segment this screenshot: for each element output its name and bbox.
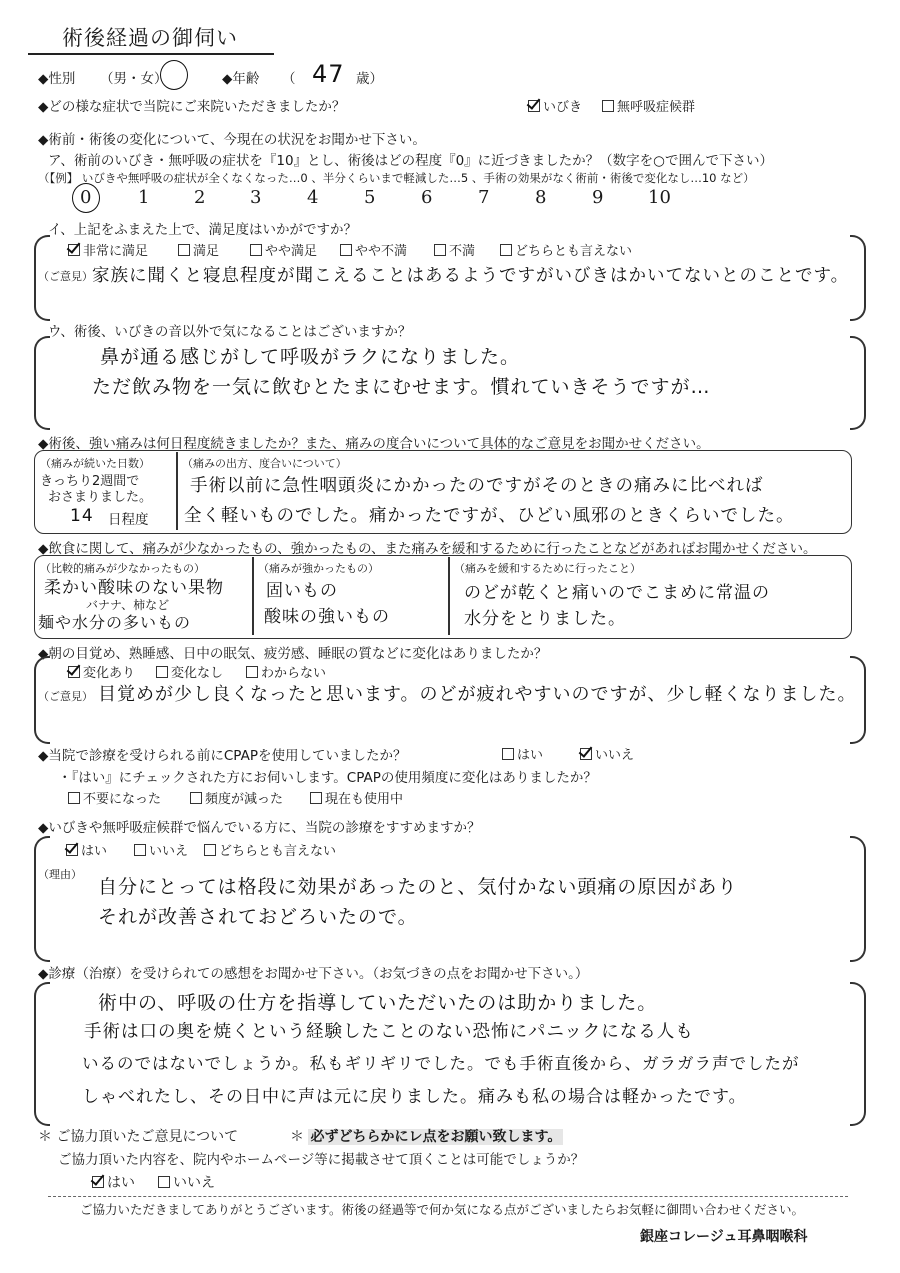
q5-option-unknown[interactable]: わからない (246, 662, 326, 681)
q3-days-unit: 日程度 (108, 512, 149, 528)
checkbox-icon (250, 244, 262, 256)
q6-sub-option-still-using[interactable]: 現在も使用中 (310, 788, 403, 807)
q1-text: ◆どの様な症状で当院にご来院いただきましたか？ (38, 99, 346, 115)
age-value[interactable]: 47 (312, 60, 345, 88)
age-open: （ (282, 71, 296, 87)
scale-8[interactable]: 8 (535, 187, 547, 208)
q4-col3-label: （痛みを緩和するために行ったこと） (454, 562, 641, 575)
scale-9[interactable]: 9 (592, 187, 604, 208)
q8-line1[interactable]: 術中の、呼吸の仕方を指導していただいたのは助かりました。 (98, 992, 658, 1014)
q2-sub-a: ア、術前のいびき・無呼吸の症状を『10』とし、術後はどの程度『0』に近づきましたか？（数字を○で囲んで下さい） (48, 153, 773, 169)
scale-3[interactable]: 3 (250, 187, 262, 208)
consent-heading-2: ＊ 必ずどちらかにレ点をお願い致します。 (290, 1129, 562, 1145)
checkbox-icon (178, 244, 190, 256)
q6-sub-option-unneeded[interactable]: 不要になった (68, 788, 161, 807)
q1-option-apnea[interactable]: 無呼吸症候群 (602, 96, 695, 115)
checkbox-icon (310, 792, 322, 804)
age-label: ◆年齢 (222, 71, 260, 87)
q3-days-value[interactable]: 14 (70, 506, 94, 526)
scale-2[interactable]: 2 (194, 187, 206, 208)
q6-option-yes[interactable]: はい (502, 744, 543, 763)
scale-7[interactable]: 7 (478, 187, 490, 208)
page-title: 術後経過の御伺い (62, 26, 238, 50)
checkbox-icon (246, 666, 258, 678)
q2-u-line2[interactable]: ただ飲み物を一気に飲むとたまにむせます。慣れていきそうですが… (92, 376, 711, 398)
q7-option-yes[interactable]: はい (66, 840, 107, 859)
q4-col1-label: （比較的痛みが少なかったもの） (40, 562, 205, 575)
checkbox-checked-icon (92, 1176, 104, 1188)
consent-text: ご協力頂いた内容を、院内やホームページ等に掲載させて頂くことは可能でしょうか？ (58, 1152, 585, 1168)
scale-1[interactable]: 1 (138, 187, 150, 208)
q8-line3[interactable]: いるのではないでしょうか。私もギリギリでした。でも手術直後から、ガラガラ声でしたが (82, 1054, 800, 1073)
q4-divider-2 (448, 557, 450, 635)
q4-col1-line2[interactable]: バナナ、柿など (86, 598, 170, 612)
q4-col3-line2[interactable]: 水分をとりました。 (464, 609, 626, 629)
q8-line4[interactable]: しゃべれたし、その日中に声は元に戻りました。痛みも私の場合は軽かったです。 (82, 1087, 747, 1107)
q5-opinion-text[interactable]: 目覚めが少し良くなったと思います。のどが疲れやすいのですが、少し軽くなりました。 (98, 684, 857, 705)
sat-option-dissatisfied[interactable]: 不満 (434, 240, 475, 259)
title-underline (28, 53, 274, 55)
q6-sub: ・『はい』にチェックされた方にお伺いします。CPAPの使用頻度に変化はありましたか？ (58, 770, 597, 786)
q3-degree-line2[interactable]: 全く軽いものでした。痛かったですが、ひどい風邪のときくらいでした。 (184, 506, 795, 526)
scale-4[interactable]: 4 (307, 187, 319, 208)
sat-option-very-satisfied[interactable]: 非常に満足 (68, 240, 148, 259)
q4-col2-line1[interactable]: 固いもの (266, 581, 338, 601)
q7-option-no[interactable]: いいえ (134, 840, 188, 859)
q4-text: ◆飲食に関して、痛みが少なかったもの、強かったもの、また痛みを緩和するために行ったことなどがあればお聞かせください。 (38, 541, 817, 557)
scale-0[interactable]: 0 (80, 187, 92, 208)
sat-option-somewhat-satisfied[interactable]: やや満足 (250, 240, 317, 259)
q6-option-no[interactable]: いいえ (580, 744, 634, 763)
q2-opinion-label: （ご意見） (38, 270, 93, 283)
checkbox-icon (134, 844, 146, 856)
q7-reason-line2[interactable]: それが改善されておどろいたので。 (98, 906, 418, 928)
scale-5[interactable]: 5 (364, 187, 376, 208)
age-unit: 歳） (356, 71, 383, 87)
checkbox-checked-icon (66, 844, 78, 856)
q3-degree-line1[interactable]: 手術以前に急性咽頭炎にかかったのですがそのときの痛みに比べれば (190, 476, 764, 496)
q3-text: ◆術後、強い痛みは何日程度続きましたか？また、痛みの度合いについて具体的なご意見をお聞かせください。 (38, 436, 710, 452)
checkbox-icon (500, 244, 512, 256)
q5-option-changed[interactable]: 変化あり (68, 662, 135, 681)
checkbox-checked-icon (528, 100, 540, 112)
q3-days-label: （痛みが続いた日数） (40, 457, 150, 470)
q2-sub-i: イ、上記をふまえた上で、満足度はいかがですか？ (48, 222, 358, 238)
footer-divider (48, 1196, 848, 1197)
q5-opinion-label: （ご意見） (38, 690, 93, 703)
q4-divider-1 (252, 557, 254, 635)
q7-option-neither[interactable]: どちらとも言えない (204, 840, 336, 859)
scale-selected-circle (72, 183, 100, 213)
q5-text: ◆朝の目覚め、熟睡感、日中の眠気、疲労感、睡眠の質などに変化はありましたか？ (38, 646, 548, 662)
q4-col2-label: （痛みが強かったもの） (258, 562, 379, 575)
q2-u-line1[interactable]: 鼻が通る感じがして呼吸がラクになりました。 (100, 346, 521, 368)
q3-divider (176, 452, 178, 530)
checkbox-icon (502, 748, 514, 760)
q7-bracket-left (34, 836, 50, 962)
checkbox-icon (602, 100, 614, 112)
q7-reason-label: （理由） (38, 868, 82, 881)
gender-label: ◆性別 (38, 71, 76, 87)
q2u-bracket-left (34, 336, 50, 430)
checkbox-icon (158, 1176, 170, 1188)
sat-option-neither[interactable]: どちらとも言えない (500, 240, 632, 259)
consent-option-yes[interactable]: はい (92, 1172, 135, 1192)
q7-bracket-right (850, 836, 866, 962)
q2-opinion-text[interactable]: 家族に聞くと寝息程度が聞こえることはあるようですがいびきはかいてないとのことです。 (92, 266, 850, 286)
checkbox-icon (156, 666, 168, 678)
q8-text: ◆診療（治療）を受けられての感想をお聞かせ下さい。（お気づきの点をお聞かせ下さい。） (38, 966, 589, 982)
q7-text: ◆いびきや無呼吸症候群で悩んでいる方に、当院の診療をすすめますか？ (38, 820, 481, 836)
checkbox-icon (190, 792, 202, 804)
q2u-bracket-right (850, 336, 866, 430)
opinion-bracket-right (850, 235, 866, 321)
checkbox-icon (68, 792, 80, 804)
q8-line2[interactable]: 手術は口の奥を焼くという経験したことのない恐怖にパニックになる人も (84, 1022, 694, 1042)
sat-option-satisfied[interactable]: 満足 (178, 240, 219, 259)
q6-text: ◆当院で診療を受けられる前にCPAPを使用していましたか？ (38, 748, 407, 764)
q8-bracket-right (850, 982, 866, 1126)
q4-col3-line1[interactable]: のどが乾くと痛いのでこまめに常温の (464, 583, 770, 603)
checkbox-checked-icon (68, 244, 80, 256)
checkbox-icon (204, 844, 216, 856)
clinic-name: 銀座コレージュ耳鼻咽喉科 (640, 1229, 808, 1245)
q1-option-snoring[interactable]: いびき (528, 96, 582, 115)
q3-days-note2[interactable]: おさまりました。 (48, 490, 153, 505)
checkbox-checked-icon (580, 748, 592, 760)
q7-reason-line1[interactable]: 自分にとっては格段に効果があったのと、気付かない頭痛の原因があり (98, 876, 738, 898)
q2-example: （【例】 いびきや無呼吸の症状が全くなくなった…0 、半分くらいまで軽減した…5 、手術の効果がなく術前・術後で変化なし…10 など） (38, 171, 755, 185)
q3-degree-label: （痛みの出方、度合いについて） (182, 457, 347, 470)
q4-col1-line1[interactable]: 柔かい酸味のない果物 (44, 578, 224, 598)
gender-options: （男・女） (100, 71, 168, 87)
q2-sub-u: ウ、術後、いびきの音以外で気になることはございますか？ (48, 324, 412, 340)
q3-days-note1[interactable]: きっちり2週間で (40, 474, 140, 489)
consent-option-no[interactable]: いいえ (158, 1172, 215, 1192)
q8-bracket-left (34, 982, 50, 1126)
scale-10[interactable]: 10 (648, 187, 671, 208)
checkbox-icon (340, 244, 352, 256)
q6-sub-option-reduced[interactable]: 頻度が減った (190, 788, 283, 807)
footer-thanks: ご協力いただきましてありがとうございます。術後の経過等で何か気になる点がございましたらお気軽に御問い合わせください。 (80, 1202, 805, 1217)
consent-heading-1: ＊ ご協力頂いたご意見について (38, 1129, 239, 1145)
consent-required-note: 必ずどちらかにレ点をお願い致します。 (310, 1129, 562, 1145)
gender-selected-circle[interactable] (160, 60, 188, 90)
sat-option-somewhat-dissatisfied[interactable]: やや不満 (340, 240, 407, 259)
scale-6[interactable]: 6 (421, 187, 433, 208)
q5-option-no-change[interactable]: 変化なし (156, 662, 223, 681)
q4-col2-line2[interactable]: 酸味の強いもの (264, 607, 390, 627)
q2-text: ◆術前・術後の変化について、今現在の状況をお聞かせ下さい。 (38, 132, 426, 148)
checkbox-checked-icon (68, 666, 80, 678)
checkbox-icon (434, 244, 446, 256)
q4-col1-line3[interactable]: 麺や水分の多いもの (38, 613, 192, 632)
